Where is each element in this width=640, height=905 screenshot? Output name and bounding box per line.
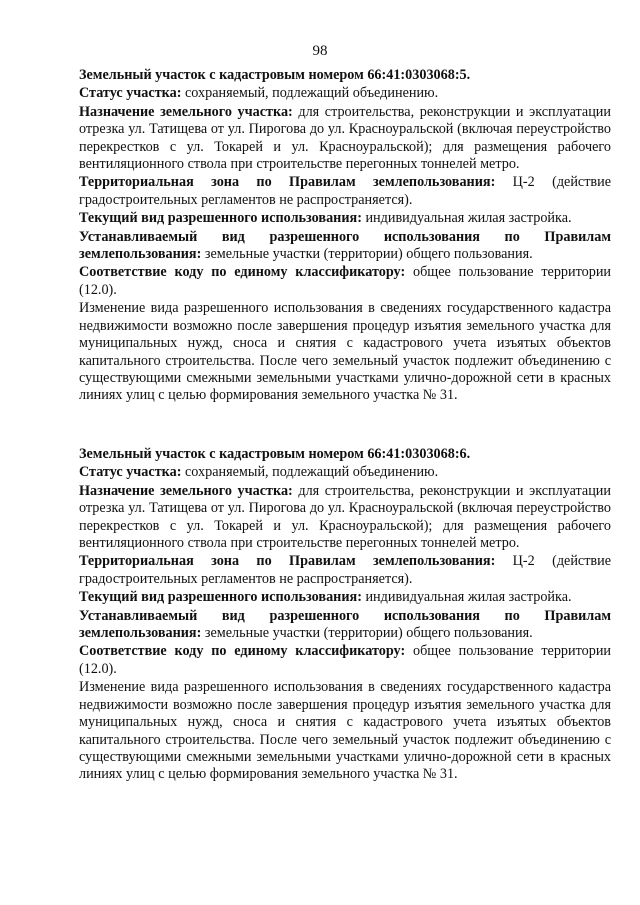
zone-label: Территориальная зона по Правилам землепользования: xyxy=(79,553,496,570)
land-plot-section-2 xyxy=(79,446,611,784)
established-use-label: Устанавливаемый вид разрешенного использования по Правилам землепользования: xyxy=(79,228,611,263)
established-use-label: Устанавливаемый вид разрешенного использования по Правилам землепользования: xyxy=(79,607,611,642)
status-paragraph xyxy=(79,464,611,481)
established-use-text: земельные участки (территории) общего пользования. xyxy=(204,246,533,263)
purpose-text: для строительства, реконструкции и эксплуатации отрезка ул. Татищева от ул. Пирогова до ул. Красноуральской (включая переустройство перекрестков с ул. Токарей и ул. Красноуральской); для размещения рабочего вентиляционного ствола при строительстве перегонных тоннелей метро. xyxy=(79,103,611,173)
zone-text: Ц-2 (действие градостроительных регламентов не распространяется). xyxy=(79,553,612,587)
zone-text: Ц-2 (действие градостроительных регламентов не распространяется). xyxy=(79,174,612,208)
status-paragraph xyxy=(79,85,611,102)
current-use-label: Текущий вид разрешенного использования: xyxy=(79,210,362,227)
current-use-text: индивидуальная жилая застройка. xyxy=(365,210,572,227)
established-use-paragraph xyxy=(79,608,611,643)
current-use-paragraph xyxy=(79,589,611,606)
zone-paragraph xyxy=(79,174,611,209)
purpose-label: Назначение земельного участка: xyxy=(79,103,293,120)
classifier-paragraph xyxy=(79,643,611,678)
status-label: Статус участка: xyxy=(79,464,182,481)
current-use-paragraph xyxy=(79,210,611,227)
section-title: Земельный участок с кадастровым номером 66:41:0303068:6. xyxy=(79,446,471,462)
status-label: Статус участка: xyxy=(79,85,182,102)
classifier-paragraph xyxy=(79,264,611,299)
established-use-paragraph xyxy=(79,229,611,264)
note-paragraph: Изменение вида разрешенного использования в сведениях государственного кадастра недвижимости возможно после завершения процедур изъятия земельного участка для муниципальных нужд, сноса и снятия с кадастрового учета изъятых объектов капитального строительства. После чего земельный участок подлежит объединению с существующими смежными земельными участками улично-дорожной сети в красных линиях улиц с целью формирования земельного участка № 31. xyxy=(79,300,611,404)
classifier-label: Соответствие коду по единому классификатору: xyxy=(79,643,406,660)
note-paragraph: Изменение вида разрешенного использования в сведениях государственного кадастра недвижимости возможно после завершения процедур изъятия земельного участка для муниципальных нужд, сноса и снятия с кадастрового учета изъятых объектов капитального строительства. После чего земельный участок подлежит объединению с существующими смежными земельными участками улично-дорожной сети в красных линиях улиц с целью формирования земельного участка № 31. xyxy=(79,679,611,783)
current-use-text: индивидуальная жилая застройка. xyxy=(365,589,572,606)
zone-paragraph xyxy=(79,553,611,588)
classifier-text: общее пользование территории (12.0). xyxy=(79,264,612,298)
current-use-label: Текущий вид разрешенного использования: xyxy=(79,589,362,606)
section-title: Земельный участок с кадастровым номером 66:41:0303068:5. xyxy=(79,67,471,83)
classifier-text: общее пользование территории (12.0). xyxy=(79,643,612,677)
land-plot-section-1 xyxy=(79,67,611,405)
purpose-text: для строительства, реконструкции и эксплуатации отрезка ул. Татищева от ул. Пирогова до ул. Красноуральской (включая переустройство перекрестков с ул. Токарей и ул. Красноуральской); для размещения рабочего вентиляционного ствола при строительстве перегонных тоннелей метро. xyxy=(79,482,611,552)
purpose-paragraph xyxy=(79,483,611,553)
status-text: сохраняемый, подлежащий объединению. xyxy=(185,85,439,102)
purpose-paragraph xyxy=(79,104,611,174)
status-text: сохраняемый, подлежащий объединению. xyxy=(185,464,439,481)
zone-label: Территориальная зона по Правилам землепользования: xyxy=(79,174,496,191)
purpose-label: Назначение земельного участка: xyxy=(79,482,293,499)
classifier-label: Соответствие коду по единому классификатору: xyxy=(79,264,406,281)
established-use-text: земельные участки (территории) общего пользования. xyxy=(204,625,533,642)
page-number: 98 xyxy=(312,43,328,59)
